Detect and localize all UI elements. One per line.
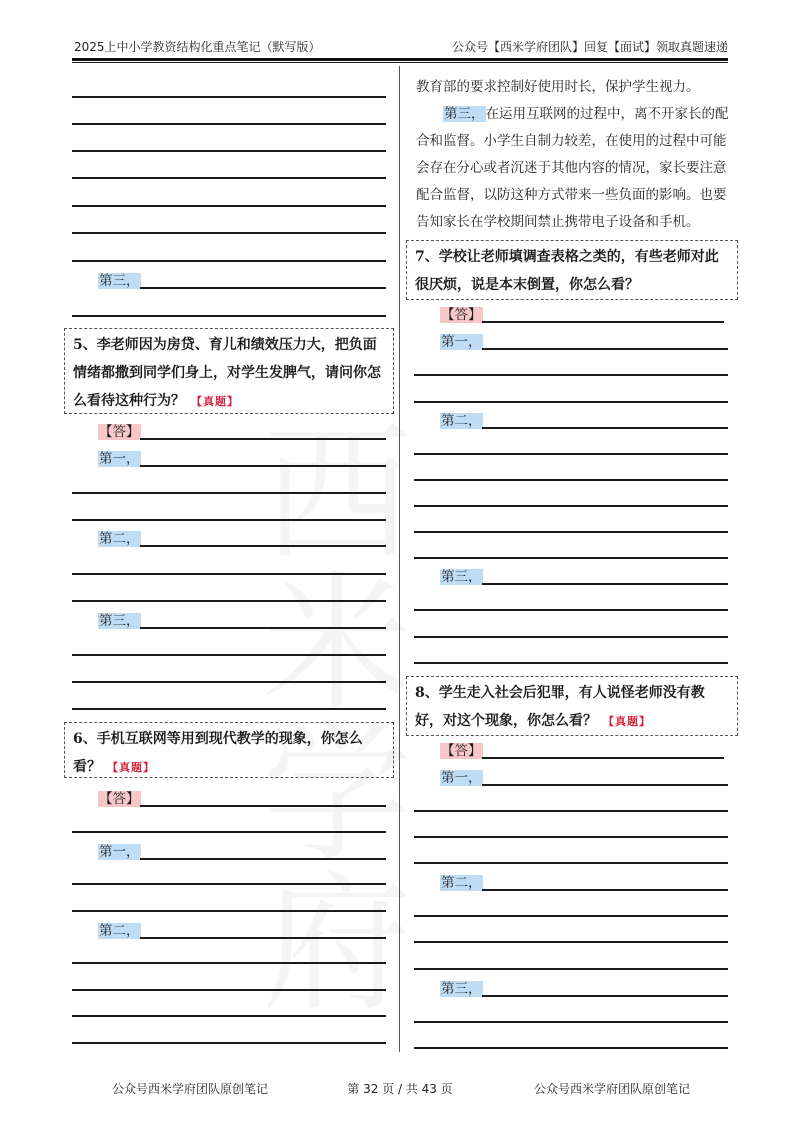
item-label: 第一，	[99, 844, 140, 860]
answer-line	[72, 519, 386, 521]
header-rule-thin	[72, 62, 728, 63]
answer-line	[414, 557, 728, 559]
answer-line	[72, 492, 386, 494]
answer-line	[72, 123, 386, 125]
paragraph-third: 第三，在运用互联网的过程中，离不开家长的配合和监督。小学生自制力较差，在使用的过程中可能会存在分心或者沉迷于其他内容的情况，家长要注意配合监督，以防这种方式带来一些负面的影响。也要告知家长在学校期间禁止携带电子设备和手机。	[416, 106, 729, 230]
answer-label: 【答】	[441, 307, 482, 323]
item-label: 第二，	[441, 413, 482, 429]
answer-line	[414, 968, 728, 970]
footer-left: 公众号西米学府团队原创笔记	[112, 1082, 269, 1096]
answer-line	[140, 858, 386, 860]
answer-line	[72, 1015, 386, 1017]
answer-line	[72, 654, 386, 656]
answer-line	[72, 150, 386, 152]
answer-line	[72, 962, 386, 964]
answer-line	[414, 1047, 728, 1049]
answer-line	[414, 1021, 728, 1023]
item-label: 第二，	[99, 923, 140, 939]
header-right: 公众号【西米学府团队】回复【面试】领取真题速递	[451, 40, 728, 54]
answer-line	[414, 915, 728, 917]
paragraph-continued: 教育部的要求控制好使用时长，保护学生视力。	[416, 79, 700, 95]
answer-line	[482, 427, 728, 429]
answer-line	[482, 348, 728, 350]
header-rule	[72, 58, 728, 61]
answer-line	[140, 465, 386, 467]
answer-line	[482, 757, 724, 759]
answer-line	[414, 941, 728, 943]
real-exam-tag: 【真题】	[191, 395, 239, 408]
question-5-text: 5、李老师因为房贷、育儿和绩效压力大，把负面情绪都撒到同学们身上，对学生发脾气，请问你怎么看待这种行为？	[73, 337, 381, 409]
question-8-text: 8、学生走入社会后犯罪，有人说怪老师没有教好，对这个现象，你怎么看？	[415, 685, 705, 729]
question-6	[64, 722, 394, 778]
answer-line	[72, 177, 386, 179]
answer-line	[482, 889, 728, 891]
item-label: 第二，	[441, 875, 482, 891]
answer-line	[482, 583, 728, 585]
item-label: 第三，	[99, 273, 140, 289]
answer-line	[72, 573, 386, 575]
item-label: 第三，	[441, 569, 482, 585]
question-6-text: 6、手机互联网等用到现代教学的现象，你怎么看？	[73, 731, 363, 775]
item-label: 第一，	[441, 334, 482, 350]
answer-line	[414, 401, 728, 403]
answer-line	[414, 374, 728, 376]
answer-line	[72, 883, 386, 885]
answer-line	[414, 636, 728, 638]
answer-line	[414, 862, 728, 864]
header-left: 2025上中小学教资结构化重点笔记（默写版）	[74, 40, 321, 54]
column-divider	[399, 66, 400, 1052]
answer-line	[414, 836, 728, 838]
answer-line	[414, 531, 728, 533]
answer-line	[72, 260, 386, 262]
answer-line	[140, 627, 386, 629]
answer-line	[414, 810, 728, 812]
answer-label: 【答】	[441, 743, 482, 759]
answer-line	[414, 479, 728, 481]
question-8	[406, 676, 738, 736]
question-5	[64, 328, 394, 414]
answer-line	[72, 831, 386, 833]
item-label: 第一，	[441, 770, 482, 786]
question-7-text: 7、学校让老师填调查表格之类的，有些老师对此很厌烦，说是本末倒置，你怎么看？	[415, 249, 719, 293]
answer-label: 【答】	[99, 424, 140, 440]
answer-line	[140, 287, 386, 289]
item-label: 第三，	[441, 981, 482, 997]
answer-line	[482, 321, 724, 323]
answer-line	[414, 662, 728, 664]
answer-line	[140, 545, 386, 547]
answer-line	[414, 453, 728, 455]
answer-line	[414, 505, 728, 507]
item-label: 第三，	[99, 613, 140, 629]
answer-line	[140, 937, 386, 939]
answer-line	[140, 438, 386, 440]
answer-line	[72, 1042, 386, 1044]
answer-line	[482, 995, 728, 997]
answer-line	[72, 232, 386, 234]
answer-line	[72, 989, 386, 991]
answer-line	[482, 784, 728, 786]
answer-line	[72, 315, 386, 317]
answer-line	[72, 205, 386, 207]
answer-label: 【答】	[99, 791, 140, 807]
item-label: 第二，	[99, 531, 140, 547]
real-exam-tag: 【真题】	[107, 761, 155, 774]
item-label: 第一，	[99, 451, 140, 467]
answer-line	[140, 805, 386, 807]
answer-line	[414, 609, 728, 611]
real-exam-tag: 【真题】	[603, 715, 651, 728]
answer-line	[72, 708, 386, 710]
question-7	[406, 240, 738, 300]
answer-line	[72, 600, 386, 602]
answer-line	[72, 910, 386, 912]
answer-line	[72, 96, 386, 98]
page-number: 第 32 页 / 共 43 页	[347, 1082, 453, 1096]
item-label: 第三，	[444, 106, 485, 122]
footer-right: 公众号西米学府团队原创笔记	[533, 1082, 690, 1096]
answer-line	[72, 681, 386, 683]
